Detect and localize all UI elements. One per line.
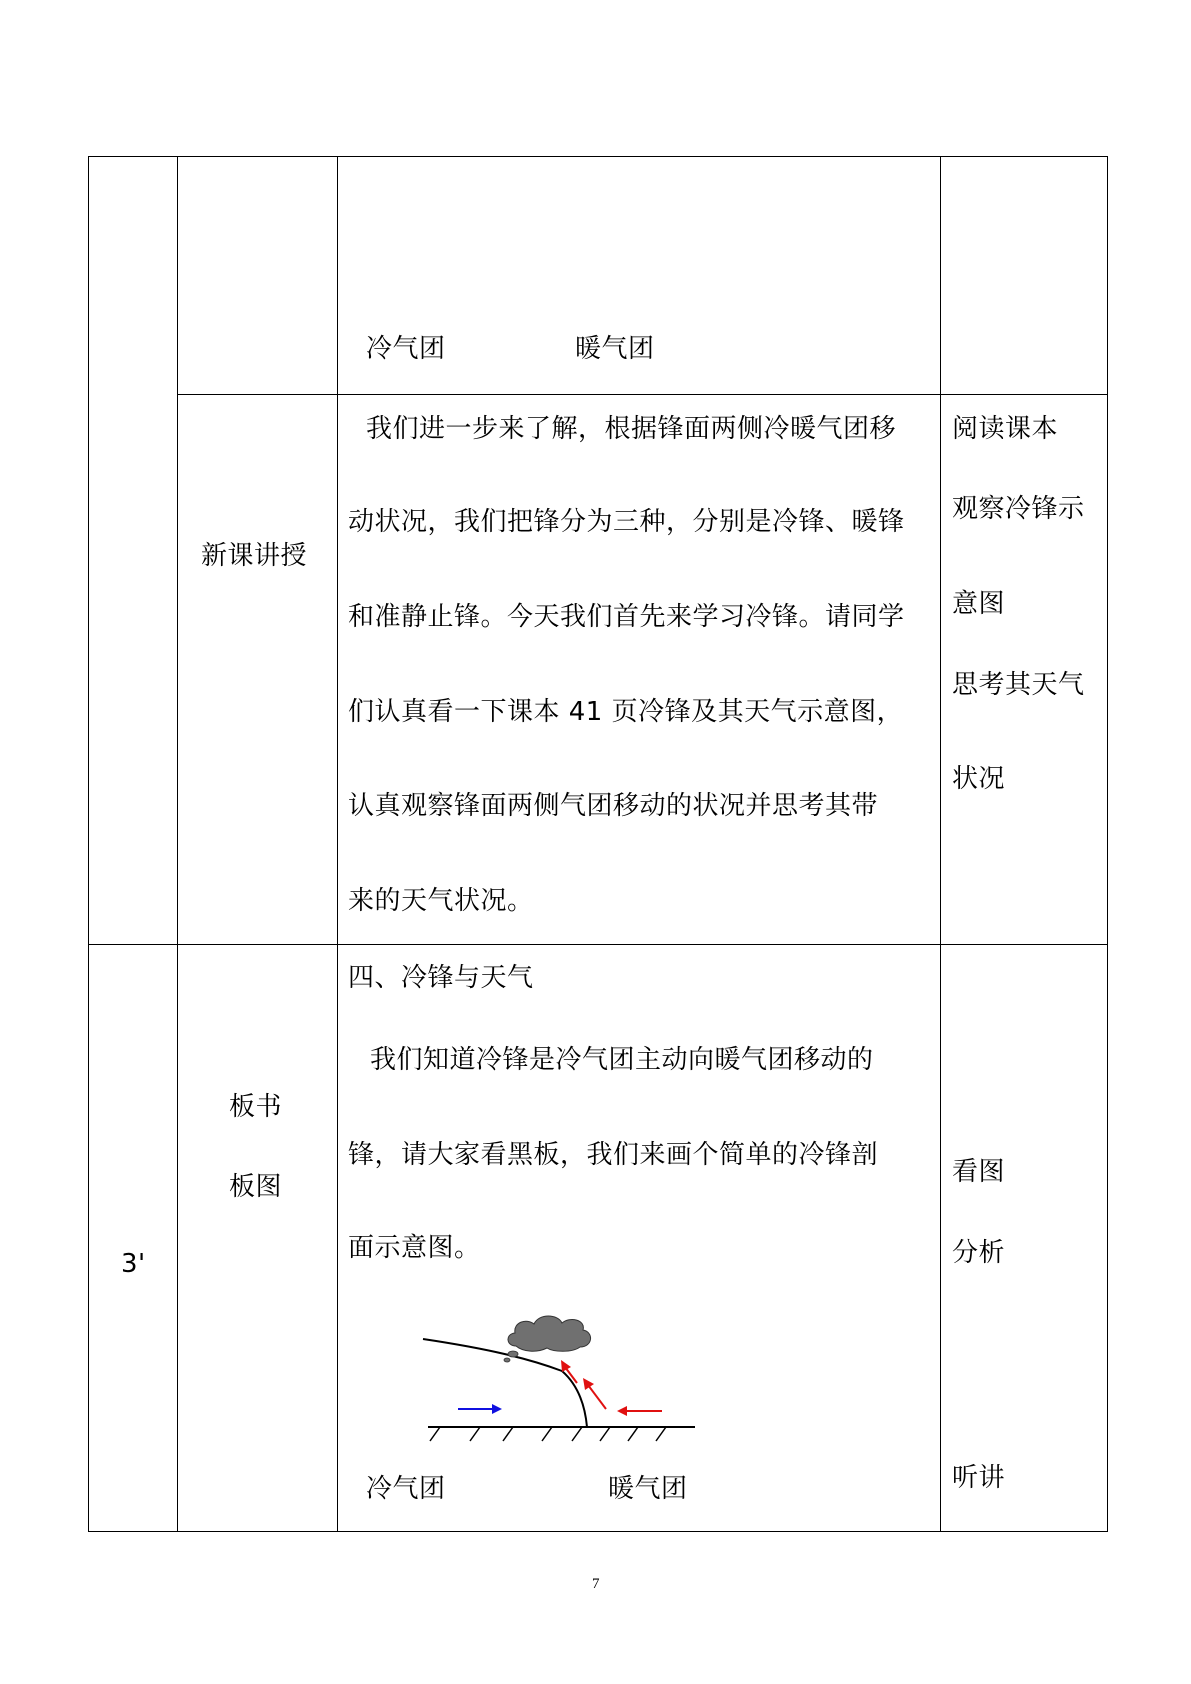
table-row-divider-1 (177, 394, 1108, 395)
table-border-left (88, 156, 89, 1532)
content-line: 和准静止锋。今天我们首先来学习冷锋。请同学 (348, 602, 905, 632)
bottom-diagram-label-warm: 暖气团 (608, 1474, 688, 1504)
student-activity-line: 状况 (952, 764, 1006, 794)
bottom-diagram-label-cold: 冷气团 (366, 1474, 446, 1504)
cloud-icon (504, 1316, 591, 1362)
content-line: 们认真看一下课本 41 页冷锋及其天气示意图， (348, 697, 904, 727)
content-line: 我们知道冷锋是冷气团主动向暖气团移动的 (370, 1045, 874, 1075)
table-divider-col3 (940, 156, 941, 1532)
cold-front-diagram (410, 1305, 710, 1465)
table-divider-col2 (337, 156, 338, 1532)
section-label-new-lesson: 新课讲授 (201, 541, 308, 571)
student-activity-line: 看图 (952, 1157, 1006, 1187)
table-border-bottom (88, 1531, 1108, 1532)
section-heading: 四、冷锋与天气 (348, 963, 534, 993)
frontal-surface (423, 1339, 587, 1427)
table-border-top (88, 156, 1108, 157)
student-activity-line: 观察冷锋示 (952, 494, 1085, 524)
cold-air-arrow (458, 1404, 502, 1414)
section-label-board-writing: 板书 (229, 1092, 283, 1122)
page-number: 7 (592, 1576, 600, 1592)
student-activity-line: 分析 (952, 1238, 1006, 1268)
table-divider-col1 (177, 156, 178, 1532)
warm-air-arrow-horizontal (617, 1406, 662, 1416)
content-line: 面示意图。 (348, 1233, 481, 1263)
content-line: 动状况，我们把锋分为三种，分别是冷锋、暖锋 (348, 507, 905, 537)
student-activity-line: 听讲 (952, 1463, 1006, 1493)
top-diagram-label-cold: 冷气团 (366, 334, 446, 364)
content-line: 锋，请大家看黑板，我们来画个简单的冷锋剖 (348, 1140, 879, 1170)
content-line: 来的天气状况。 (348, 886, 534, 916)
content-line: 我们进一步来了解，根据锋面两侧冷暖气团移 (366, 414, 897, 444)
top-diagram-label-warm: 暖气团 (575, 334, 655, 364)
student-activity-line: 意图 (952, 589, 1006, 619)
time-value: 3' (121, 1249, 146, 1279)
student-activity-line: 阅读课本 (952, 414, 1059, 444)
warm-air-rising-arrow-1 (583, 1378, 606, 1409)
student-activity-line: 思考其天气 (952, 670, 1085, 700)
table-row-divider-2 (88, 944, 1108, 945)
ground-line (428, 1427, 695, 1441)
content-line: 认真观察锋面两侧气团移动的状况并思考其带 (348, 791, 879, 821)
table-border-right (1107, 156, 1108, 1532)
section-label-board-diagram: 板图 (229, 1172, 283, 1202)
